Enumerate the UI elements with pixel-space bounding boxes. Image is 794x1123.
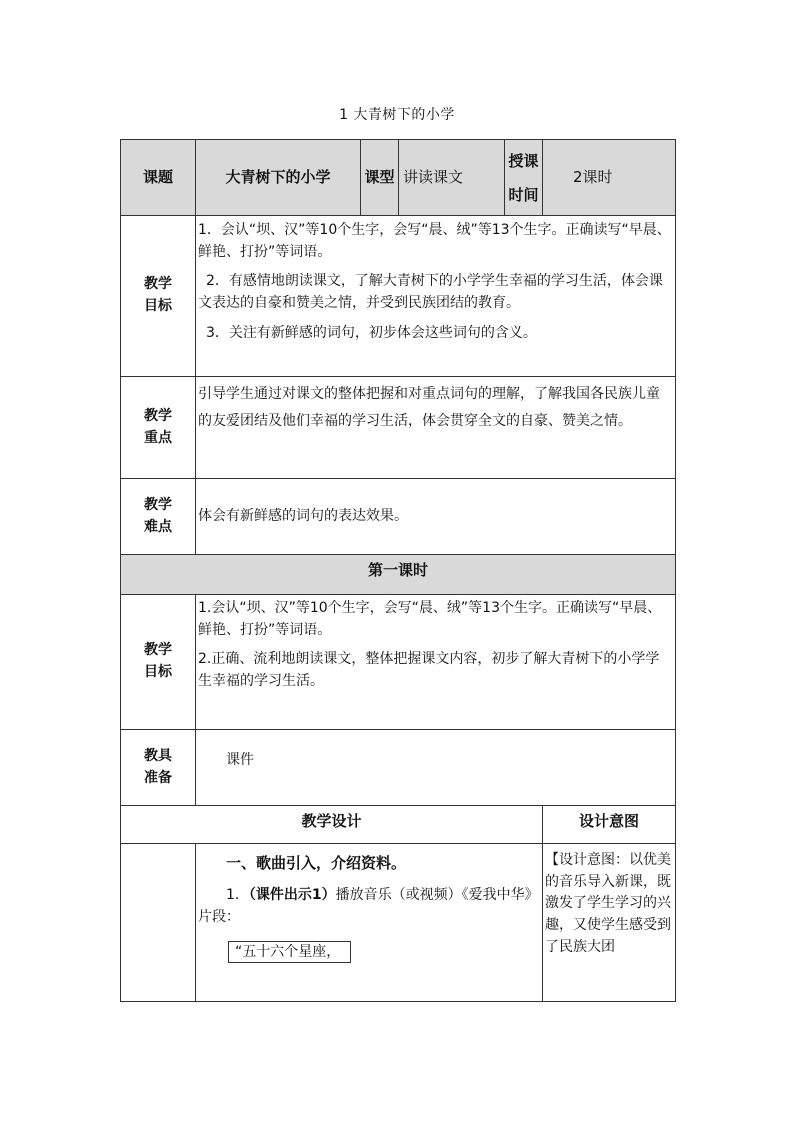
first-lesson-goal-1: 1.会认“坝、汉”等10个生字，会写“晨、绒”等13个生字。正确读写“早晨、鲜艳、打扮”等词语。 <box>198 600 662 638</box>
design-content-row <box>121 844 676 1002</box>
first-lesson-row <box>121 555 676 595</box>
intent-content: 【设计意图：以优美的音乐导入新课，既激发了学生学习的兴趣，又使学生感受到了民族大团 <box>543 844 676 1002</box>
key-points-row <box>121 377 676 479</box>
goals-label-line2: 目标 <box>144 298 172 314</box>
first-lesson-goals-label <box>121 595 196 730</box>
design-header-row <box>121 806 676 844</box>
difficulty-content: 体会有新鲜感的词句的表达效果。 <box>196 479 676 555</box>
first-lesson-goals-content <box>196 595 676 730</box>
lesson-plan-table <box>120 139 676 1002</box>
time-value: 2课时 <box>543 140 676 216</box>
step-1-text: 播放音乐（或视频）《爱我中华》片段： <box>198 887 539 925</box>
difficulty-label <box>121 479 196 555</box>
difficulty-label-line1: 教学 <box>144 496 172 513</box>
first-lesson-goals-row <box>121 595 676 730</box>
header-row <box>121 140 676 216</box>
time-label-line1: 授课 <box>508 151 539 170</box>
design-section-1: 一、歌曲引入，介绍资料。 <box>226 854 407 872</box>
goals-content <box>196 216 676 377</box>
first-lesson-goals-label-line1: 教学 <box>144 642 172 659</box>
goals-row <box>121 216 676 377</box>
key-points-content: 引导学生通过对课文的整体把握和对重点词句的理解，了解我国各民族儿童的友爱团结及他们幸福的学习生活，体会贯穿全文的自豪、赞美之情。 <box>196 377 676 479</box>
prep-label-line1: 教具 <box>144 747 172 764</box>
design-blank-cell <box>121 844 196 1002</box>
design-col-header: 教学设计 <box>121 806 543 844</box>
step-1-prefix: 1． <box>226 887 249 904</box>
prep-row <box>121 730 676 806</box>
key-points-label-line2: 重点 <box>144 429 172 446</box>
prep-value: 课件 <box>196 730 676 806</box>
subject-label: 课题 <box>121 140 196 216</box>
quote-box: “五十六个星座， <box>228 941 351 963</box>
first-lesson-goal-2: 2.正确、流利地朗读课文，整体把握课文内容，初步了解大青树下的小学学生幸福的学习生活。 <box>198 651 660 690</box>
type-value: 讲读课文 <box>399 140 505 216</box>
design-content <box>196 844 543 1002</box>
first-lesson-heading: 第一课时 <box>121 555 676 595</box>
goal-item-1: 1．会认“坝、汉”等10个生字，会写“晨、绒”等13个生字。正确读写“早晨、鲜艳、打扮”等词语。 <box>198 222 671 260</box>
key-points-label <box>121 377 196 479</box>
difficulty-label-line2: 难点 <box>144 518 172 535</box>
goals-label-line1: 教学 <box>144 276 172 293</box>
first-lesson-goals-label-line2: 目标 <box>144 664 172 680</box>
key-points-label-line1: 教学 <box>144 407 172 424</box>
goal-item-3: 3．关注有新鲜感的词句，初步体会这些词句的含义。 <box>206 324 537 341</box>
time-label <box>505 140 543 216</box>
type-label: 课型 <box>361 140 399 216</box>
step-1-courseware: （课件出示1） <box>248 887 336 904</box>
prep-label <box>121 730 196 806</box>
design-step-1 <box>198 885 540 928</box>
time-label-line2: 时间 <box>508 185 539 204</box>
goal-item-2: 2．有感情地朗读课文，了解大青树下的小学学生幸福的学习生活，体会课文表达的自豪和赞美之情，并受到民族团结的教育。 <box>198 273 663 312</box>
prep-label-line2: 准备 <box>144 769 172 786</box>
page-title: 1 大青树下的小学 <box>339 107 455 123</box>
intent-col-header: 设计意图 <box>543 806 676 844</box>
subject-value: 大青树下的小学 <box>196 140 361 216</box>
difficulty-row <box>121 479 676 555</box>
goals-label <box>121 216 196 377</box>
